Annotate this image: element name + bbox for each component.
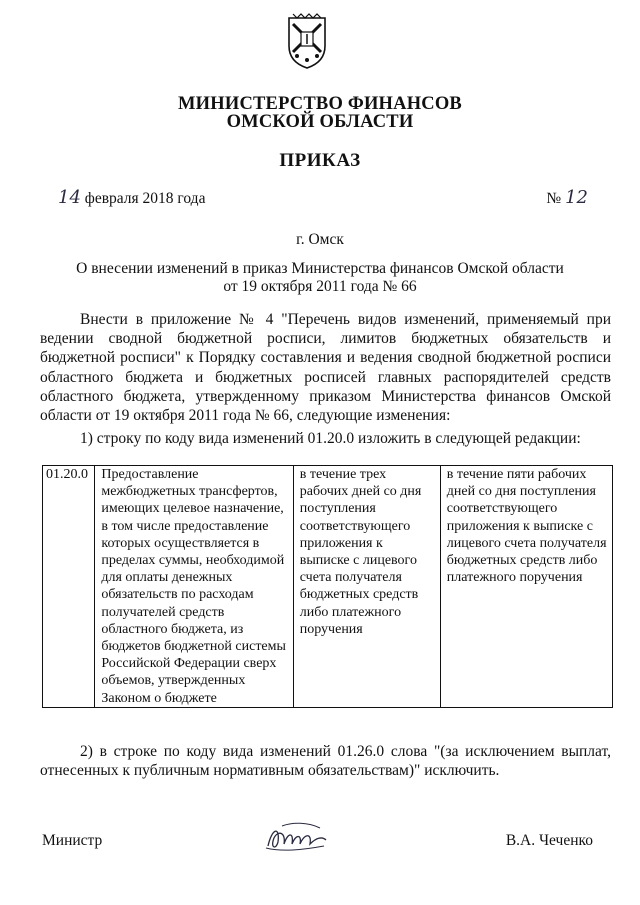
item-1: 1) строку по коду вида изменений 01.20.0 изложить в следующей редакции: [80,430,581,447]
signatory-name: В.А. Чеченко [505,832,593,849]
handwritten-day: 14 [58,187,81,208]
term-cell-1: в течение трех рабочих дней со дня поступления соответствующего приложения к выписке с лицевого счета получателя бюджетных средств либо платежного поручения [293,466,440,708]
changes-table [42,465,613,708]
code-cell: 01.20.0 [43,466,95,708]
subject-line2: от 19 октября 2011 года № 66 [223,278,417,295]
order-subject [40,260,600,296]
term-cell-2: в течение пяти рабочих дней со дня поступления соответствующего приложения к выписке с лицевого счета получателя бюджетных средств либо платежного поручения [440,466,612,708]
coat-of-arms-icon [285,12,329,70]
signature-icon [262,818,332,858]
description-cell: Предоставление межбюджетных трансфертов, имеющих целевое назначение, в том числе предоставление которых осуществляется в пределах суммы, необходимой для оплаты денежных обязательств по расходам получателей средств областного бюджета, из бюджетов бюджетной системы Российской Федерации сверх объемов, утвержденных Законом о бюджете [95,466,293,708]
city: г. Омск [296,231,344,248]
number-prefix: № [546,190,562,207]
item-2: 2) в строке по коду вида изменений 01.26.0 слова "(за исключением выплат, отнесенных к публичным нормативным обязательствам)" исключить. [40,743,611,780]
subject-line1: О внесении изменений в приказ Министерства финансов Омской области [76,260,564,277]
organization-name-line1: МИНИСТЕРСТВО ФИНАНСОВ [178,94,462,114]
organization-name-line2: ОМСКОЙ ОБЛАСТИ [226,112,414,132]
signatory-title: Министр [42,832,103,849]
table-row [43,466,613,708]
order-number [546,187,588,208]
date-text: февраля 2018 года [84,190,206,207]
document-type: ПРИКАЗ [279,150,361,171]
intro-paragraph: Внести в приложение № 4 "Перечень видов изменений, применяемый при ведении сводной бюджетной росписи, лимитов бюджетных обязательств и бюджетной росписи" к Порядку составления и ведения сводной бюджетной росписи областного бюджета и бюджетных росписей главных распорядителей средств областного бюджета, утвержденному приказом Министерства финансов Омской области от 19 октября 2011 года № 66, следующие изменения: [40,311,611,425]
order-date [58,187,205,208]
handwritten-number: 12 [565,187,588,208]
